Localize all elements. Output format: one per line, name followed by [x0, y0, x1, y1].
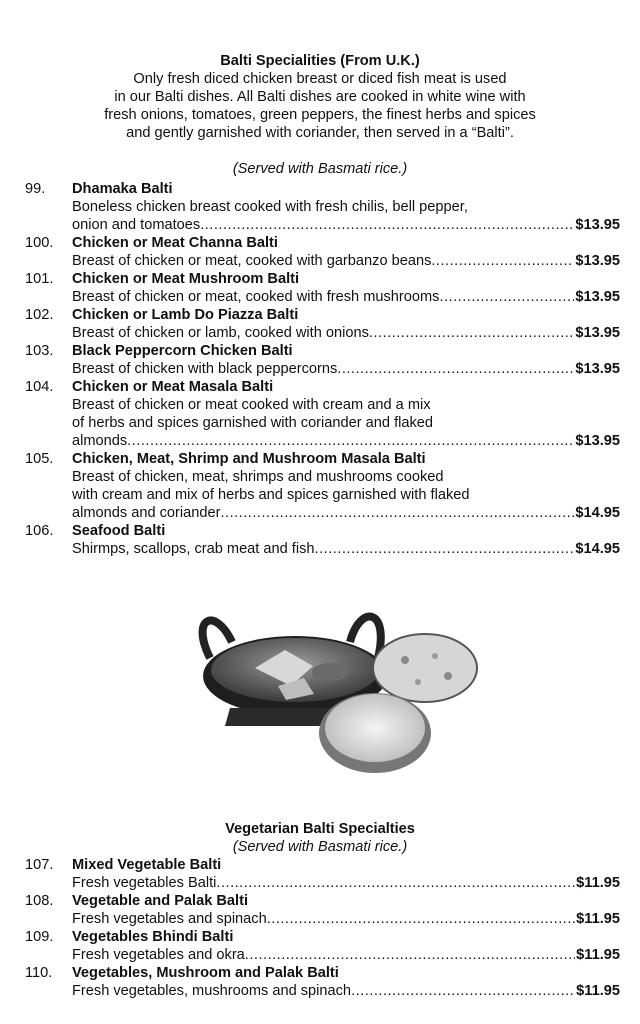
balti-section — [0, 52, 640, 178]
dot-leader — [245, 946, 575, 964]
intro-line: fresh onions, tomatoes, green peppers, the finest herbs and spices — [104, 107, 536, 123]
dot-leader — [220, 504, 574, 522]
dot-leader — [439, 288, 574, 306]
item-number: 105. — [25, 451, 54, 467]
dot-leader — [267, 910, 575, 928]
item-description-line: with cream and mix of herbs and spices garnished with flaked — [72, 487, 470, 503]
menu-item — [0, 928, 640, 964]
item-price: $11.95 — [576, 947, 620, 963]
item-name: Chicken or Meat Mushroom Balti — [72, 271, 300, 287]
vegetarian-item-list — [0, 856, 640, 1000]
menu-item — [0, 180, 640, 234]
item-description-line: Boneless chicken breast cooked with fresh chilis, bell pepper, — [72, 199, 468, 215]
item-number: 101. — [25, 271, 54, 287]
item-price-line — [72, 288, 620, 306]
item-name: Vegetables, Mushroom and Palak Balti — [72, 965, 339, 981]
menu-item — [0, 234, 640, 270]
item-description-line: onion and tomatoes — [72, 217, 201, 233]
intro-line: in our Balti dishes. All Balti dishes are cooked in white wine with — [114, 89, 526, 105]
menu-item — [0, 378, 640, 450]
menu-item — [0, 964, 640, 1000]
item-price: $14.95 — [575, 541, 620, 557]
item-price: $11.95 — [576, 875, 620, 891]
dot-leader — [431, 252, 574, 270]
item-price-line — [72, 946, 620, 964]
dot-leader — [200, 216, 574, 234]
dot-leader — [369, 324, 574, 342]
item-description-line: almonds and coriander — [72, 505, 221, 521]
item-number: 106. — [25, 523, 54, 539]
item-name: Chicken or Meat Channa Balti — [72, 235, 278, 251]
vegetarian-section-title: Vegetarian Balti Specialties — [225, 821, 415, 837]
balti-dish-illustration — [190, 598, 480, 778]
menu-item — [0, 450, 640, 522]
item-number: 110. — [25, 965, 53, 981]
item-name: Seafood Balti — [72, 523, 166, 539]
dot-leader — [315, 540, 575, 558]
item-description-line: of herbs and spices garnished with coriander and flaked — [72, 415, 434, 431]
item-price: $13.95 — [575, 361, 620, 377]
item-price-line — [72, 982, 620, 1000]
item-description-line: Breast of chicken or lamb, cooked with onions — [72, 325, 369, 341]
item-price-line — [72, 324, 620, 342]
dot-leader — [351, 982, 575, 1000]
item-price: $11.95 — [576, 911, 620, 927]
item-number: 99. — [25, 181, 46, 197]
item-name: Chicken or Lamb Do Piazza Balti — [72, 307, 299, 323]
item-name: Vegetable and Palak Balti — [72, 893, 249, 909]
item-name: Black Peppercorn Chicken Balti — [72, 343, 293, 359]
item-price: $14.95 — [575, 505, 620, 521]
item-description-line: Fresh vegetables and okra — [72, 947, 245, 963]
item-price: $13.95 — [575, 325, 620, 341]
item-name: Chicken, Meat, Shrimp and Mushroom Masala Balti — [72, 451, 426, 467]
menu-item — [0, 306, 640, 342]
dot-leader — [337, 360, 574, 378]
item-description-line: Breast of chicken or meat, cooked with fresh mushrooms — [72, 289, 440, 305]
item-price: $11.95 — [576, 983, 620, 999]
menu-item — [0, 270, 640, 306]
item-price: $13.95 — [575, 217, 620, 233]
dot-leader — [127, 432, 574, 450]
item-description-line: Shirmps, scallops, crab meat and fish — [72, 541, 315, 557]
vegetarian-served-note: (Served with Basmati rice.) — [232, 839, 408, 855]
vegetarian-section — [0, 820, 640, 856]
item-price-line — [72, 540, 620, 558]
item-price-line — [72, 504, 620, 522]
balti-section-title: Balti Specialities (From U.K.) — [220, 53, 420, 69]
item-description-line: Fresh vegetables Balti — [72, 875, 217, 891]
item-number: 109. — [25, 929, 54, 945]
item-price-line — [72, 360, 620, 378]
menu-item — [0, 522, 640, 558]
item-description-line: almonds — [72, 433, 128, 449]
item-price-line — [72, 432, 620, 450]
item-name: Vegetables Bhindi Balti — [72, 929, 234, 945]
menu-item — [0, 856, 640, 892]
item-number: 108. — [25, 893, 54, 909]
item-name: Mixed Vegetable Balti — [72, 857, 222, 873]
item-name: Dhamaka Balti — [72, 181, 173, 197]
item-price-line — [72, 216, 620, 234]
item-number: 100. — [25, 235, 54, 251]
item-price: $13.95 — [575, 253, 620, 269]
intro-line: Only fresh diced chicken breast or diced fish meat is used — [133, 71, 507, 87]
balti-intro — [0, 70, 640, 142]
item-price: $13.95 — [575, 289, 620, 305]
balti-item-list — [0, 180, 640, 558]
item-price-line — [72, 252, 620, 270]
item-price-line — [72, 910, 620, 928]
intro-line: and gently garnished with coriander, then served in a “Balti”. — [126, 125, 514, 141]
item-description-line: Breast of chicken with black peppercorns — [72, 361, 338, 377]
menu-item — [0, 342, 640, 378]
item-description-line: Breast of chicken or meat cooked with cream and a mix — [72, 397, 431, 413]
item-description-line: Fresh vegetables, mushrooms and spinach — [72, 983, 352, 999]
item-number: 103. — [25, 343, 54, 359]
menu-item — [0, 892, 640, 928]
item-price-line — [72, 874, 620, 892]
item-description-line: Breast of chicken or meat, cooked with garbanzo beans — [72, 253, 432, 269]
item-number: 107. — [25, 857, 54, 873]
item-price: $13.95 — [575, 433, 620, 449]
item-description-line: Fresh vegetables and spinach — [72, 911, 267, 927]
item-number: 102. — [25, 307, 54, 323]
dot-leader — [216, 874, 575, 892]
item-number: 104. — [25, 379, 54, 395]
balti-served-note: (Served with Basmati rice.) — [232, 161, 408, 177]
item-name: Chicken or Meat Masala Balti — [72, 379, 274, 395]
item-description-line: Breast of chicken, meat, shrimps and mushrooms cooked — [72, 469, 444, 485]
